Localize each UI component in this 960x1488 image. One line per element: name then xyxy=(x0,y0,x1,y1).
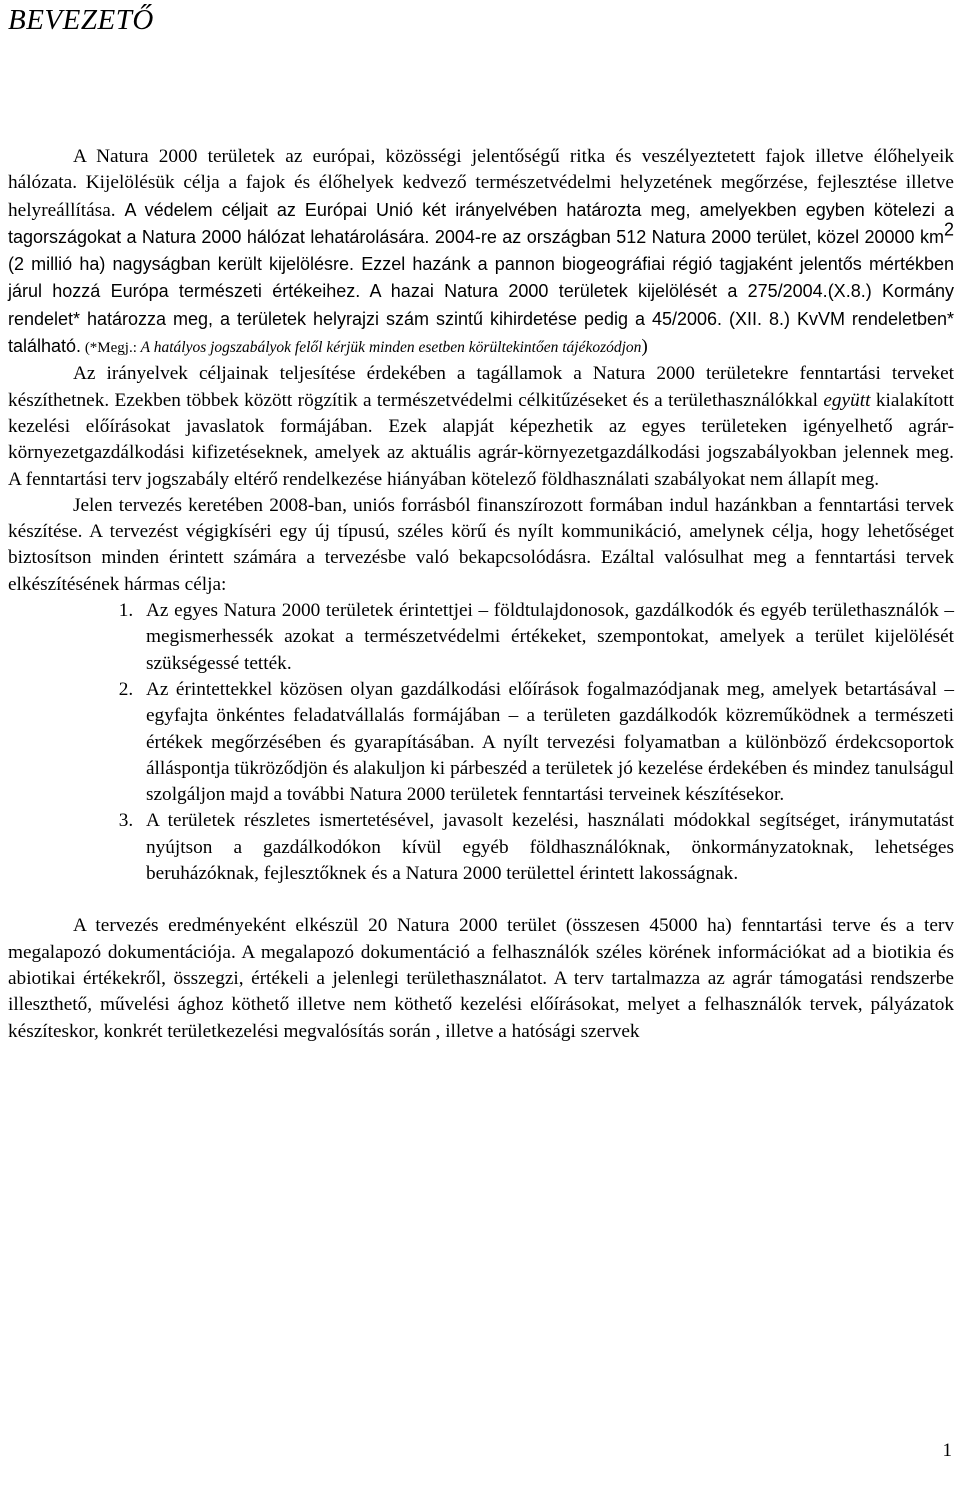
list-item: 1. Az egyes Natura 2000 területek érintettjei – földtulajdonosok, gazdálkodók és egyéb területhasználók – megismerhessék azokat a természetvédelmi értékeket, szempontokat, amelyek a terület kijelölését szükségessé tették. xyxy=(138,598,954,677)
list-item: 2. Az érintettekkel közösen olyan gazdálkodási előírások fogalmazódjanak meg, amelyek betartásával – egyfajta önkéntes feladatvállalás formájában – a területen gazdálkodók közreműködnek a természeti értékek megőrzésében és gyarapításában. A nyílt tervezési folyamatban a különböző érdekcsoportok álláspontja tükröződjön és alakuljon ki párbeszéd a területek jó kezelése érdekében és mindez tanulságul szolgáljon majd a további Natura 2000 területek fenntartási terveinek készítésekor. xyxy=(138,677,954,808)
goals-list xyxy=(8,598,954,887)
paragraph-4: A tervezés eredményeként elkészül 20 Natura 2000 terület (összesen 45000 ha) fenntartási terve és a terv megalapozó dokumentációja. A megalapozó dokumentáció a felhasználók széles körének információkat ad a biotikia és abiotikai értékekről, összegzi, értékeli a jelenlegi területhasználatot. A terv tartalmazza az agrár támogatási rendszerbe illeszthető, művelési ághoz köthető illetve nem köthető kezelési előírásokat, melyet a felhasználók tervek, pályázatok készíteskor, konkrét területkezelési megvalósítás során , illetve a hatósági szervek xyxy=(8,915,954,1042)
paragraph-2-text-a: Az irányelvek céljainak teljesítése érdekében a tagállamok a Natura 2000 területekre fenntartási terveket készíthetnek. Ezekben többek között rögzítik a természetvédelmi célkitűzéseket és a területhasználókkal xyxy=(8,363,954,411)
paragraph-2 xyxy=(8,361,954,492)
paragraph-1-serif-text: A Natura 2000 területek az európai, közösségi jelentőségű ritka és veszélyeztetett fajok illetve élőhelyeik hálózata. Kijelölésük célja a fajok és élőhelyek kedvező természetvédelmi helyzetének megőrzése, fejlesztése illetve helyreállítása. xyxy=(8,146,954,221)
document-body xyxy=(8,144,954,1045)
note-text: A hatályos jogszabályok felől kérjük minden esetben körültekintően tájékozódjon xyxy=(140,339,642,357)
paragraph-spacer xyxy=(8,887,954,913)
paragraph-2-emphasis: együtt xyxy=(823,389,871,411)
km-superscript: 2 xyxy=(943,219,954,240)
page-number: 1 xyxy=(942,1440,952,1461)
paragraph-1 xyxy=(8,144,954,361)
list-item: 3. A területek részletes ismertetésével, javasolt kezelési, használati módokkal segítséget, iránymutatást nyújtson a gazdálkodókon kívül egyéb földhasználóknak, önkormányzatoknak, lehetséges beruházóknak, fejlesztőknek és a Natura 2000 területtel érintett lakosságnak. xyxy=(138,808,954,887)
note-close: ) xyxy=(641,336,648,358)
paragraph-3: Jelen tervezés keretében 2008-ban, uniós forrásból finanszírozott formában indul hazánkban a fenntartási tervek készítése. A tervezést végigkíséri egy új típusú, széles körű és nyílt kommunikáció, amelynek célja, hogy lehetőséget biztosítson minden érintett számára a tervezésbe való bekapcsolódásra. Ezáltal valósulhat meg a fenntartási tervek elkészítésének hármas célja: xyxy=(8,494,954,595)
page-title: BEVEZETŐ xyxy=(8,4,154,36)
paragraph-1-sans-text-b: (2 millió ha) nagyságban került kijelölésre. Ezzel hazánk a pannon biogeográfiai régió tagjaként jelentős mértékben járul hozzá Európa természeti értékeihez. A hazai Natura 2000 területek kijelölését a 275/2004.(X.8.) Kormány rendelet* határozza meg, a területek helyrajzi szám szintű kihirdetése pedig a 45/2006. (XII. 8.) KvVM rendeletben* található. xyxy=(8,254,954,357)
paragraph-2-text-b: kialakított kezelési előírásokat javaslatok formájában. Ezek alapját képezhetik az egyes területeken igényelhető agrár-környezetgazdálkodási kifizetéseknek, amelyek az aktuális agrár-környezetgazdálkodási jogszabályokban jelennek meg. A fenntartási terv jogszabály eltérő rendelkezése hiányában kötelező földhasználati szabályokat nem állapít meg. xyxy=(8,389,955,490)
paragraph-1-sans-text-a: A védelem céljait az Európai Unió két irányelvében határozta meg, amelyekben egyben kötelezi a tagországokat a Natura 2000 hálózat lehatárolására. 2004-re az országban 512 Natura 2000 terület, közel 20000 km xyxy=(8,199,954,247)
note-open: (*Megj.: xyxy=(81,340,141,357)
